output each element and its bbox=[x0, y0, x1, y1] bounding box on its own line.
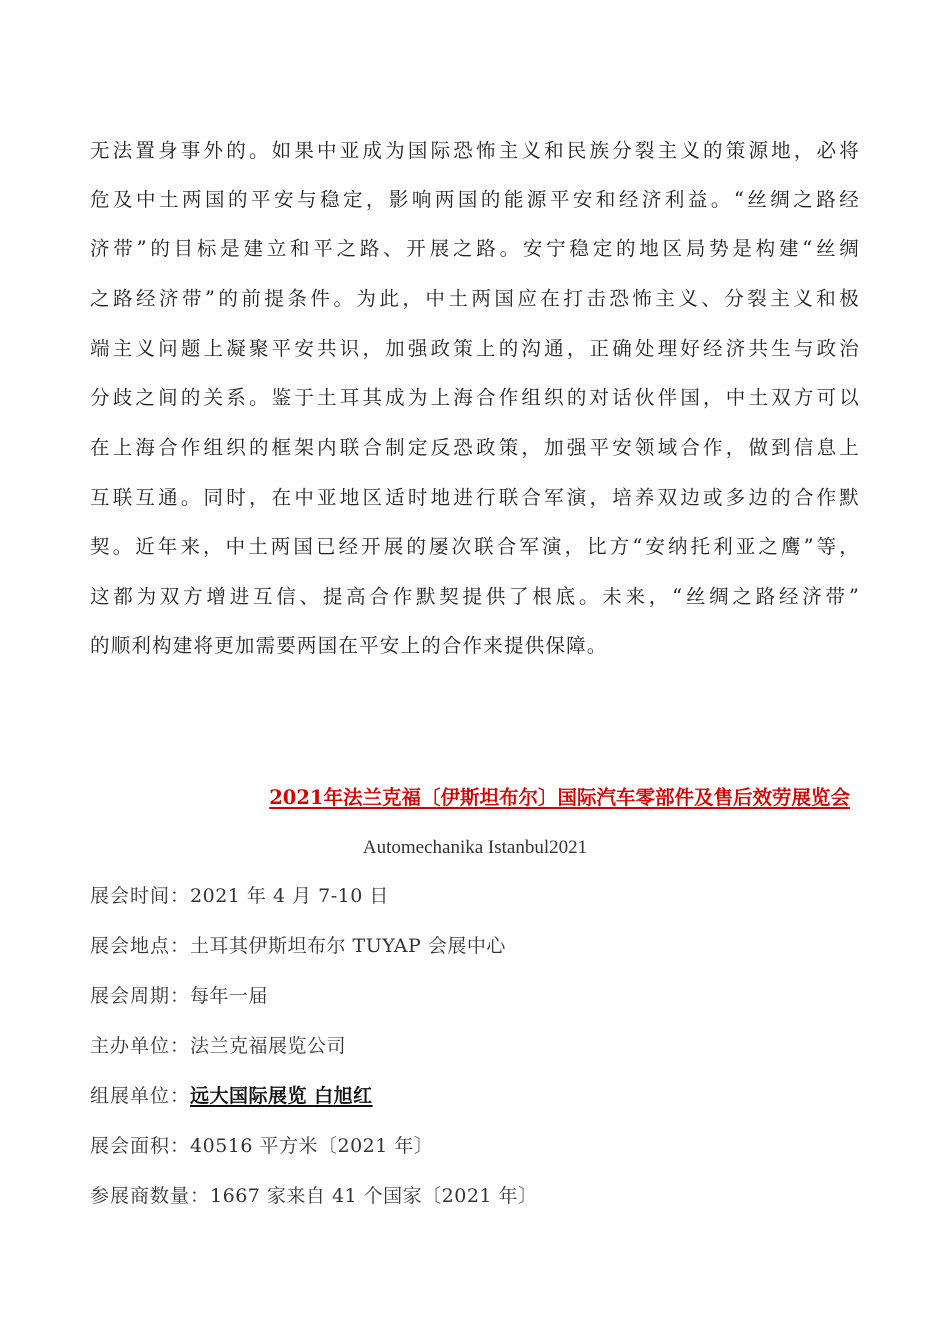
info-value: 1667 家来自 41 个国家〔2021 年〕 bbox=[210, 1185, 538, 1207]
info-value: 40516 平方米〔2021 年〕 bbox=[190, 1135, 434, 1157]
exhibit-agent-link[interactable]: 远大国际展览 白旭红 bbox=[190, 1085, 373, 1107]
info-row-cycle bbox=[90, 981, 268, 1011]
info-value: 法兰克福展览公司 bbox=[190, 1035, 347, 1057]
paragraph-line: 端主义问题上凝聚平安共识，加强政策上的沟通，正确处理好经济共生与政治 bbox=[90, 337, 860, 360]
exhibition-title-text: 2021年法兰克福〔伊斯坦布尔〕国际汽车零部件及售后效劳展览会 bbox=[269, 786, 850, 809]
paragraph-line: 契。近年来，中土两国已经开展的屡次联合军演，比方“安纳托利亚之鹰”等， bbox=[90, 535, 860, 558]
exhibition-subtitle: Automechanika Istanbul2021 bbox=[362, 837, 588, 858]
info-row-area bbox=[90, 1131, 433, 1161]
info-label: 主办单位： bbox=[90, 1035, 191, 1057]
paragraph-line: 之路经济带”的前提条件。为此，中土两国应在打击恐怖主义、分裂主义和极 bbox=[90, 287, 860, 310]
info-label: 展会周期： bbox=[90, 985, 191, 1007]
paragraph-line: 的顺利构建将更加需要两国在平安上的合作来提供保障。 bbox=[90, 634, 608, 657]
info-label: 参展商数量： bbox=[90, 1185, 211, 1207]
info-row-date bbox=[90, 881, 389, 911]
info-value: 2021 年 4 月 7-10 日 bbox=[190, 885, 389, 907]
exhibition-title bbox=[90, 783, 850, 813]
paragraph-line: 这都为双方增进互信、提高合作默契提供了根底。未来，“丝绸之路经济带” bbox=[90, 585, 860, 608]
info-value: 土耳其伊斯坦布尔 TUYAP 会展中心 bbox=[190, 935, 506, 957]
info-row-exhibitors bbox=[90, 1181, 538, 1211]
paragraph-line: 在上海合作组织的框架内联合制定反恐政策，加强平安领域合作，做到信息上 bbox=[90, 436, 860, 459]
paragraph-line: 无法置身事外的。如果中亚成为国际恐怖主义和民族分裂主义的策源地，必将 bbox=[90, 139, 860, 162]
info-label: 展会面积： bbox=[90, 1135, 191, 1157]
paragraph-line: 分歧之间的关系。鉴于土耳其成为上海合作组织的对话伙伴国，中土双方可以 bbox=[90, 386, 860, 409]
info-label: 展会地点： bbox=[90, 935, 191, 957]
paragraph-line: 危及中土两国的平安与稳定，影响两国的能源平安和经济利益。“丝绸之路经 bbox=[90, 188, 860, 211]
info-row-organizer bbox=[90, 1031, 346, 1061]
info-label: 组展单位： bbox=[90, 1085, 191, 1107]
info-value: 每年一届 bbox=[190, 985, 269, 1007]
paragraph-line: 互联互通。同时，在中亚地区适时地进行联合军演，培养双边或多边的合作默 bbox=[90, 486, 860, 509]
info-row-exhibit-agent bbox=[90, 1081, 373, 1111]
info-row-venue bbox=[90, 931, 506, 961]
info-label: 展会时间： bbox=[90, 885, 191, 907]
paragraph-line: 济带”的目标是建立和平之路、开展之路。安宁稳定的地区局势是构建“丝绸 bbox=[90, 237, 860, 260]
